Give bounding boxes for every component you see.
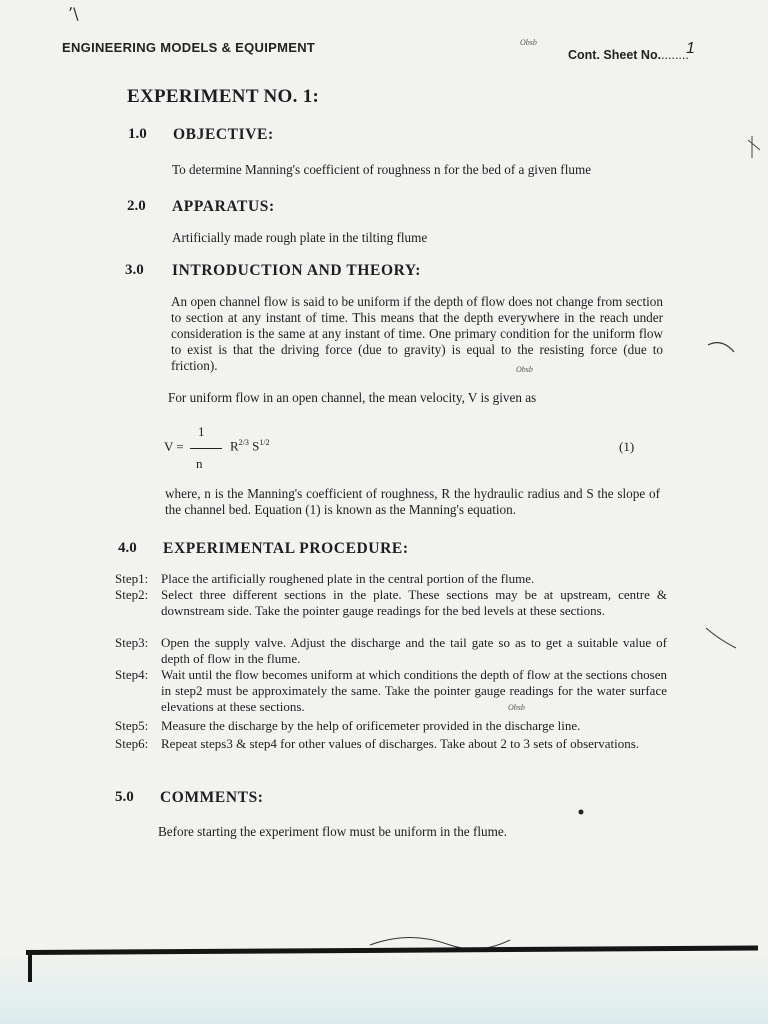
step-text: Measure the discharge by the help of orificemeter provided in the discharge line. xyxy=(161,718,581,733)
step-text: Place the artificially roughened plate in the central portion of the flume. xyxy=(161,571,535,586)
step-text: Repeat steps3 & step4 for other values of discharges. Take about 2 to 3 sets of observations. xyxy=(161,736,640,751)
margin-pen-mark xyxy=(748,136,760,158)
section-number-theory: 3.0 xyxy=(125,262,144,278)
section-number-objective: 1.0 xyxy=(128,126,147,142)
scan-bottom-area xyxy=(0,958,768,1024)
sheet-number-fill: ........ xyxy=(661,48,689,62)
theory-paragraph-1: An open channel flow is said to be uniform if the depth of flow does not change from section to section at any instant of time. This means that the depth everywhere in the reach under consideration is the same at any instant of time. One primary condition for the uniform flow to exist is that the driving force (due to gravity) is equal to the resisting force (due to friction). xyxy=(171,294,663,373)
equation-number: (1) xyxy=(619,439,635,454)
step-text: Wait until the flow becomes uniform at which conditions the depth of flow at the sections chosen in step2 must be approximately the same. Take the pointer gauge readings for the water surface elevations at these sections. xyxy=(161,667,667,714)
step-label: Step2: xyxy=(115,587,149,602)
objective-text: To determine Manning's coefficient of roughness n for the bed of a given flume xyxy=(172,162,592,177)
theory-handwritten-note: Obsb xyxy=(516,365,533,374)
section-title-objective: OBJECTIVE: xyxy=(173,126,274,143)
section-title-comments: COMMENTS: xyxy=(160,789,264,806)
equation-s: S xyxy=(252,438,260,454)
equation-numerator: 1 xyxy=(198,424,205,439)
step-label: Step6: xyxy=(115,736,149,751)
step-label: Step1: xyxy=(115,571,149,586)
section-title-apparatus: APPARATUS: xyxy=(172,198,275,215)
sheet-number-label: Cont. Sheet No. xyxy=(568,48,662,62)
step4-handwritten-note: Obsb xyxy=(508,703,525,712)
header-handwritten-note: Obsb xyxy=(520,38,537,47)
section-title-procedure: EXPERIMENTAL PROCEDURE: xyxy=(163,540,409,557)
equation-lhs: V = xyxy=(164,439,184,454)
step-label: Step4: xyxy=(115,667,149,682)
theory-paragraph-2: For uniform flow in an open channel, the mean velocity, V is given as xyxy=(168,390,537,405)
ink-dot xyxy=(579,810,584,815)
step-text: Select three different sections in the plate. These sections may be at upstream, centre & downstream side. Take the pointer gauge readings for the bed levels at these sections. xyxy=(161,587,667,618)
section-number-comments: 5.0 xyxy=(115,789,134,805)
step-text: Open the supply valve. Adjust the discharge and the tail gate so as to get a suitable value of depth of flow in the flume. xyxy=(161,635,667,666)
margin-pen-mark xyxy=(706,628,736,648)
section-title-theory: INTRODUCTION AND THEORY: xyxy=(172,262,421,279)
equation-r: R xyxy=(230,438,239,454)
experiment-title: EXPERIMENT NO. 1: xyxy=(127,86,320,107)
equation-r-exponent: 2/3 xyxy=(238,438,249,447)
section-number-procedure: 4.0 xyxy=(118,540,137,556)
header-title: ENGINEERING MODELS & EQUIPMENT xyxy=(62,40,316,55)
step-label: Step3: xyxy=(115,635,149,650)
step-label: Step5: xyxy=(115,718,149,733)
theory-paragraph-3: where, n is the Manning's coefficient of roughness, R the hydraulic radius and S the slope of the channel bed. Equation (1) is known as the Manning's equation. xyxy=(165,486,660,517)
corner-mark: ʼ\ xyxy=(68,4,79,23)
equation-s-exponent: 1/2 xyxy=(259,438,270,447)
margin-pen-mark xyxy=(708,343,734,352)
equation-denominator: n xyxy=(196,456,203,471)
sheet-number-value: 1 xyxy=(686,40,695,57)
comments-text: Before starting the experiment flow must be uniform in the flume. xyxy=(158,824,508,839)
apparatus-text: Artificially made rough plate in the tilting flume xyxy=(172,230,428,245)
footer-rule-end xyxy=(28,950,32,982)
section-number-apparatus: 2.0 xyxy=(127,198,146,214)
